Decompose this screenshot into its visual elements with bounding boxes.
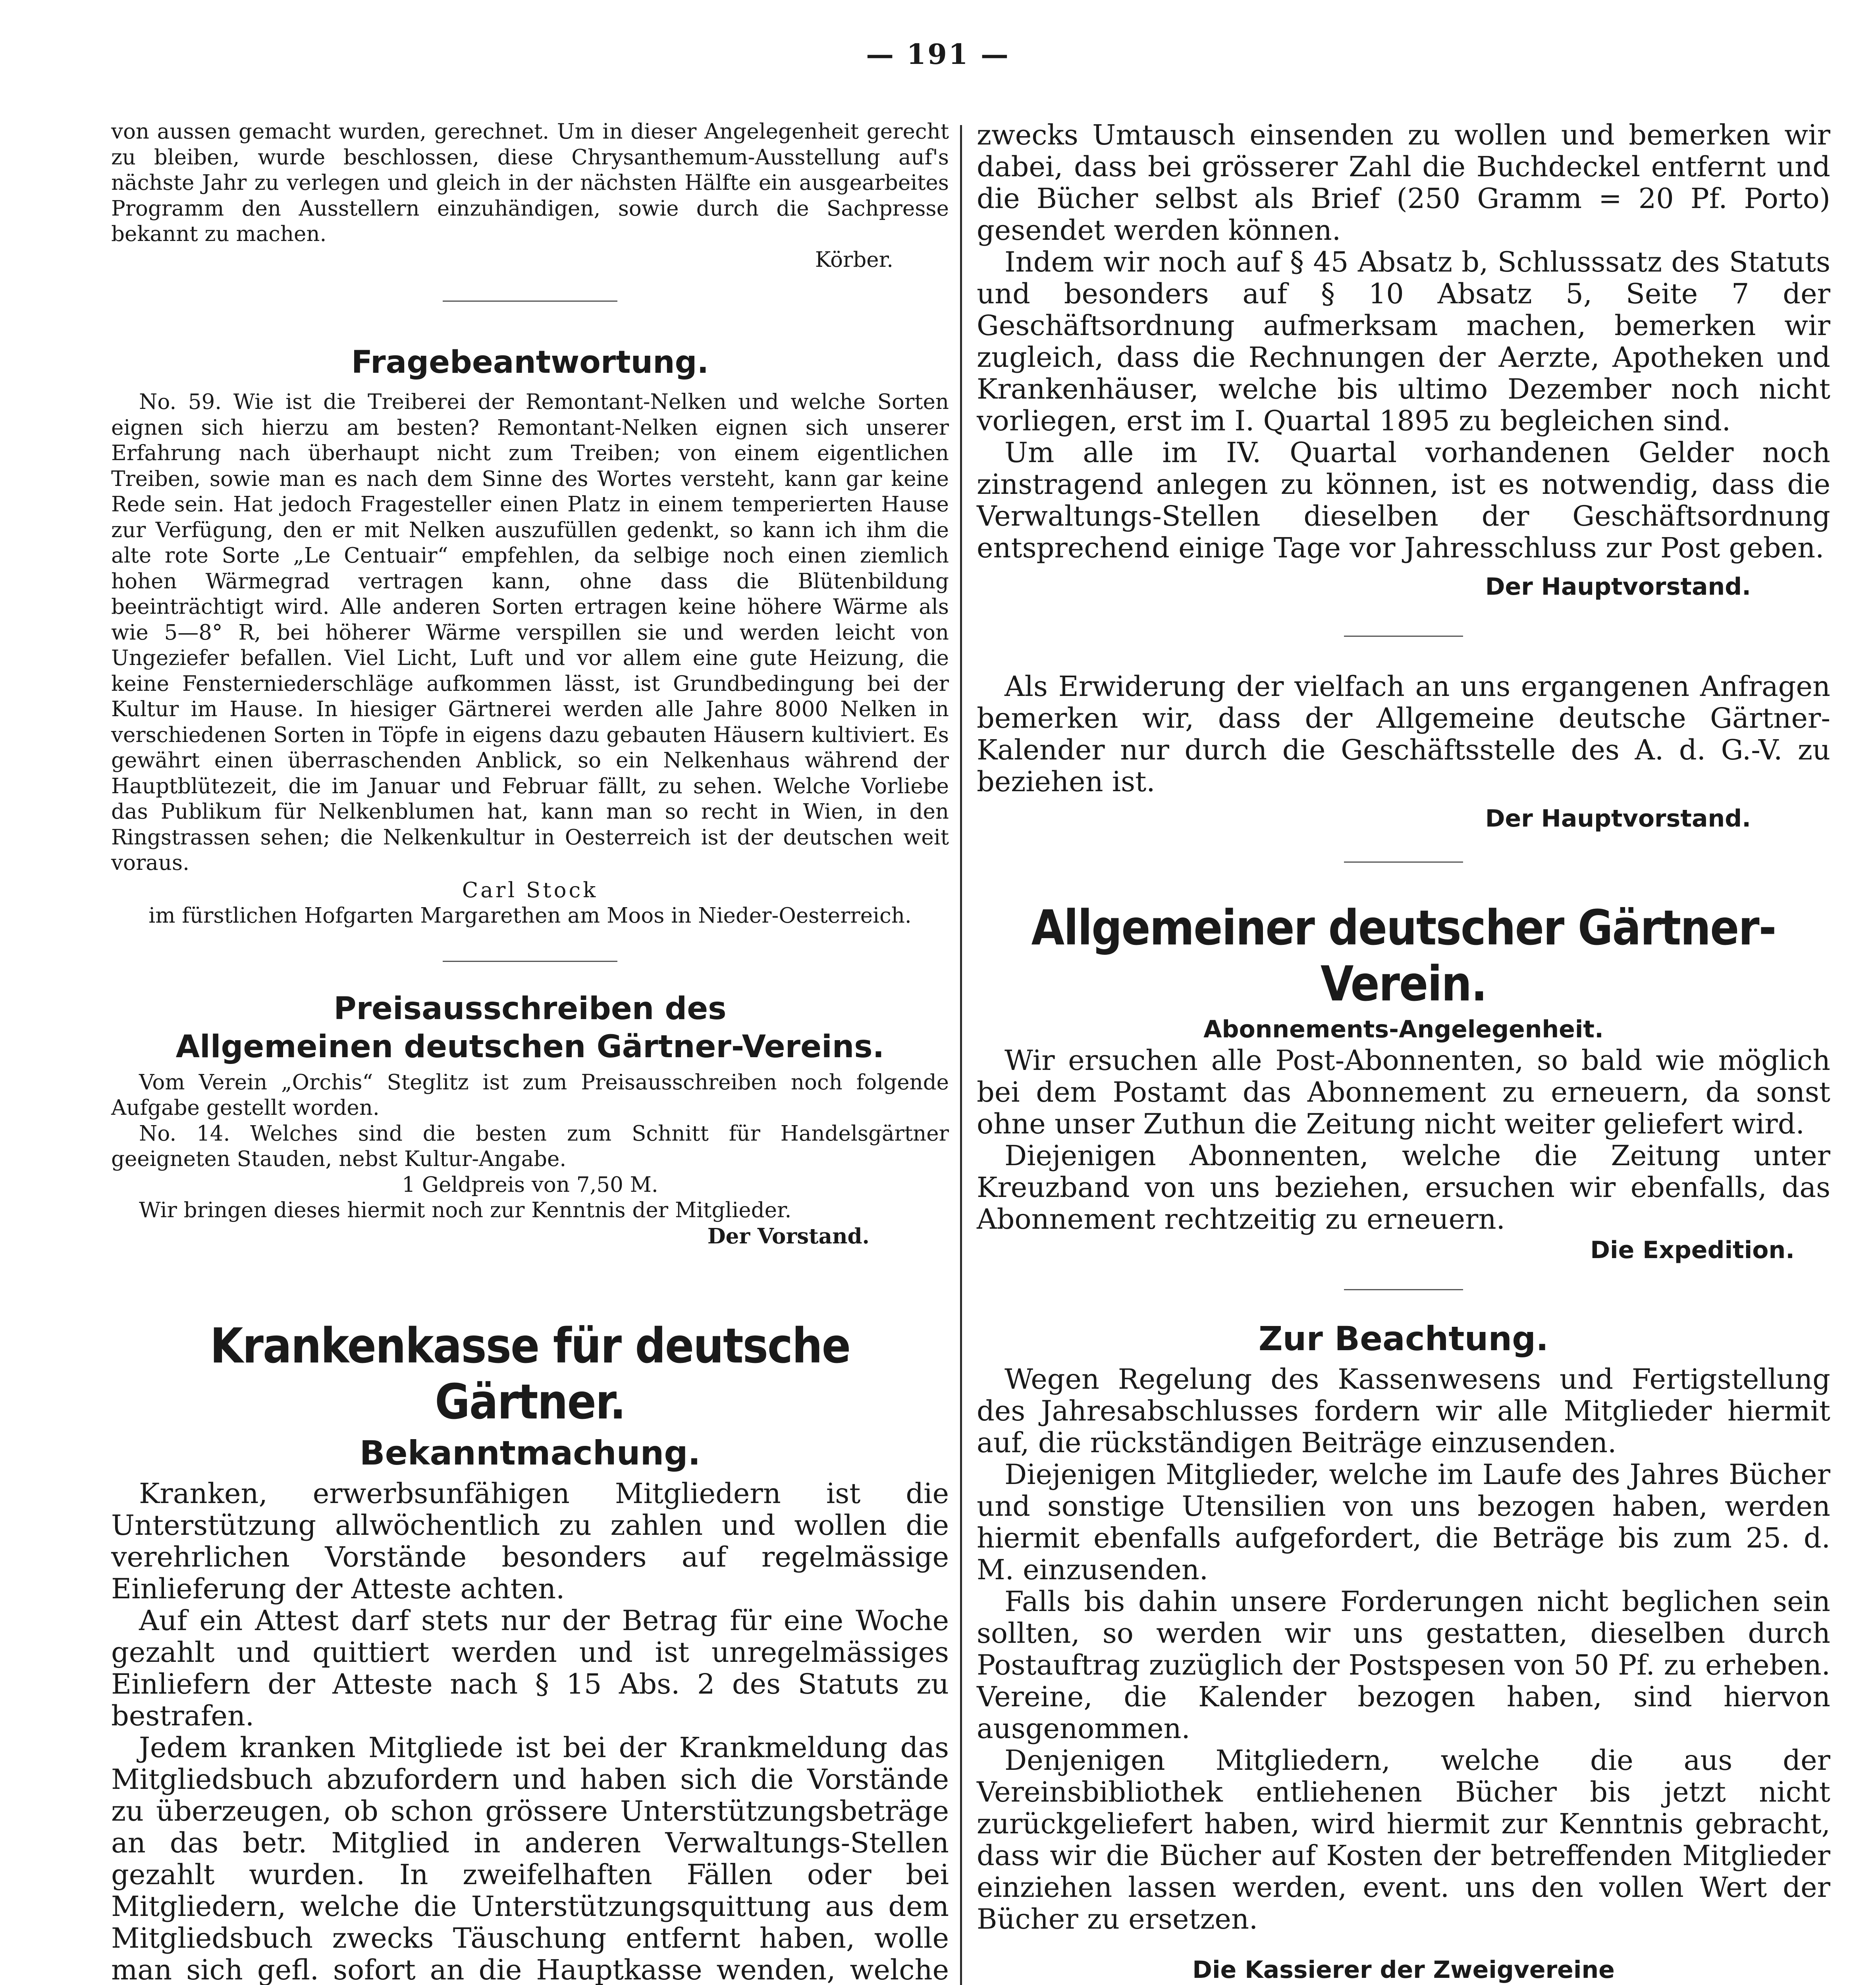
author-name: Carl Stock	[462, 878, 598, 902]
prize-line: 1 Geldpreis von 7,50 M.	[402, 1172, 658, 1197]
signature: Die Expedition.	[1590, 1236, 1795, 1264]
divider	[443, 301, 617, 302]
section-title: Fragebeantwortung.	[351, 345, 709, 380]
subsection-title: Die Kassierer der Zweigvereine	[1192, 1956, 1615, 1984]
paragraph: Vom Verein „Orchis“ Steglitz ist zum Preisausschreiben noch folgende Aufgabe gestellt worden.	[111, 1070, 949, 1120]
paragraph: Kranken, erwerbsunfähigen Mitgliedern ist die Unterstützung allwöchentlich zu zahlen und wollen die verehrlichen Vorstände besonders auf regelmässige Einlieferung der Atteste achten.	[111, 1477, 949, 1605]
section-title-line1: Preisausschreiben des	[334, 991, 727, 1027]
paragraph: Diejenigen Abonnenten, welche die Zeitung unter Kreuzband von uns beziehen, ersuchen wir ebenfalls, das Abonnement rechtzeitig zu erneuern.	[977, 1139, 1830, 1235]
section-subtitle: Abonnements-Angelegenheit.	[1203, 1016, 1604, 1043]
section-subtitle: Bekanntmachung.	[359, 1434, 701, 1472]
divider	[1344, 636, 1463, 637]
intro-paragraph: von aussen gemacht wurden, gerechnet. Um in dieser Angelegenheit gerecht zu bleiben, wurde beschlossen, diese Chrysanthemum-Ausstellung auf's nächste Jahr zu verlegen und gleich in der nächsten Hälfte ein ausgearbeites Programm den Ausstellern einzuhändigen, sowie durch die Sachpresse bekannt zu machen.	[111, 119, 949, 246]
signature: Der Hauptvorstand.	[1485, 573, 1751, 601]
divider	[1344, 1289, 1463, 1290]
section-title: Zur Beachtung.	[1258, 1319, 1549, 1358]
section-title: Allgemeiner deutscher Gärtner-Verein.	[1031, 900, 1776, 1012]
paragraph: Als Erwiderung der vielfach an uns ergangenen Anfragen bemerken wir, dass der Allgemeine deutsche Gärtner-Kalender nur durch die Geschäftsstelle des A. d. G.-V. zu beziehen ist.	[977, 670, 1830, 798]
section-title-line2: Allgemeinen deutschen Gärtner-Vereins.	[175, 1029, 885, 1065]
continuation-section	[977, 119, 1830, 602]
paragraph: Falls bis dahin unsere Forderungen nicht beglichen sein sollten, so werden wir uns gestatten, dieselben durch Postauftrag zuzüglich der Postspesen von 50 Pf. zu erheben. Vereine, die Kalender bezogen haben, sind hiervon ausgenommen.	[977, 1585, 1830, 1745]
column-rule	[960, 125, 962, 1985]
intro-section	[111, 119, 949, 273]
kalender-section	[977, 671, 1830, 834]
paragraph: Wir bringen dieses hiermit noch zur Kenntnis der Mitglieder.	[139, 1198, 792, 1222]
paragraph: Indem wir noch auf § 45 Absatz b, Schlusssatz des Statuts und besonders auf § 10 Absatz 5, Seite 7 der Geschäftsordnung aufmerksam machen, bemerken wir zugleich, dass die Rechnungen der Aerzte, Apotheken und Krankenhäuser, welche bis ultimo Dezember noch nicht vorliegen, erst im I. Quartal 1895 zu begleichen sind.	[977, 246, 1830, 437]
signature: Der Vorstand.	[707, 1224, 870, 1249]
paragraph: No. 14. Welches sind die besten zum Schnitt für Handelsgärtner geeigneten Stauden, nebst Kultur-Angabe.	[111, 1121, 949, 1171]
preisausschreiben-section	[111, 990, 949, 1249]
paragraph: Um alle im IV. Quartal vorhandenen Gelder noch zinstragend anlegen zu können, ist es notwendig, dass die Verwaltungs-Stellen dieselben der Geschäftsordnung entsprechend einige Tage vor Jahresschluss zur Post geben.	[977, 436, 1830, 564]
left-column	[111, 119, 949, 1985]
paragraph: Auf ein Attest darf stets nur der Betrag für eine Woche gezahlt und quittiert werden und ist unregelmässiges Einliefern der Atteste nach § 15 Abs. 2 des Statuts zu bestrafen.	[111, 1604, 949, 1732]
section-title: Krankenkasse für deutsche Gärtner.	[210, 1318, 850, 1430]
beachtung-section	[977, 1318, 1830, 1985]
divider	[443, 961, 617, 962]
intro-signature: Körber.	[815, 247, 893, 272]
divider	[1344, 861, 1463, 863]
paragraph: Wegen Regelung des Kassenwesens und Fertigstellung des Jahresabschlusses fordern wir alle Mitglieder hiermit auf, die rückständigen Beiträge einzusenden.	[977, 1363, 1830, 1459]
paragraph: zwecks Umtausch einsenden zu wollen und bemerken wir dabei, dass bei grösserer Zahl die Buchdeckel entfernt und die Bücher selbst als Brief (250 Gramm = 20 Pf. Porto) gesendet werden können.	[977, 119, 1830, 247]
page-number: — 191 —	[866, 38, 1010, 71]
signature: Der Hauptvorstand.	[1485, 805, 1751, 833]
question-answer-text: No. 59. Wie ist die Treiberei der Remontant-Nelken und welche Sorten eignen sich hierzu am besten? Remontant-Nelken eignen sich unserer Erfahrung nach überhaupt nicht zum Treiben; von einem eigentlichen Treiben, sowie man es nach dem Sinne des Wortes versteht, kann gar keine Rede sein. Hat jedoch Fragesteller einen Platz in einem temperierten Hause zur Verfügung, den er mit Nelken auszufüllen gedenkt, so kann ich ihm die alte rote Sorte „Le Centuair“ empfehlen, da selbige noch einen ziemlich hohen Wärmegrad vertragen kann, ohne dass die Blütenbildung beeinträchtigt wird. Alle anderen Sorten ertragen keine höhere Wärme als wie 5—8° R, bei höherer Wärme verspillen sie und werden leicht von Ungeziefer befallen. Viel Licht, Luft und vor allem eine gute Heizung, die keine Fensterniederschläge aufkommen lässt, ist Grundbedingung bei der Kultur im Hause. In hiesiger Gärtnerei werden alle Jahre 8000 Nelken in verschiedenen Sorten in Töpfe in eigens dazu gebauten Häusern kultiviert. Es gewährt einen überraschenden Anblick, so ein Nelkenhaus während der Hauptblütezeit, die im Januar und Februar fällt, zu sehen. Welche Vorliebe das Publikum für Nelkenblumen hat, kann man so recht in Wien, in den Ringstrassen sehen; die Nelkenkultur in Oesterreich ist der deutschen weit voraus.	[111, 390, 949, 875]
paragraph: Denjenigen Mitgliedern, welche die aus der Vereinsbibliothek entliehenen Bücher bis jetzt nicht zurückgeliefert haben, wird hiermit zur Kenntnis gebracht, dass wir die Bücher auf Kosten der betreffenden Mitglieder einziehen lassen werden, event. uns den vollen Wert der Bücher zu ersetzen.	[977, 1744, 1830, 1935]
krankenkasse-section	[111, 1318, 949, 1985]
verein-section	[977, 900, 1830, 1265]
right-column	[977, 119, 1830, 1985]
fragebeantwortung-section	[111, 343, 949, 929]
author-place: im fürstlichen Hofgarten Margarethen am Moos in Nieder-Oesterreich.	[148, 904, 912, 928]
paragraph: Diejenigen Mitglieder, welche im Laufe des Jahres Bücher und sonstige Utensilien von uns bezogen haben, werden hiermit ebenfalls aufgefordert, die Beträge bis zum 25. d. M. einzusenden.	[977, 1458, 1830, 1586]
paragraph: Wir ersuchen alle Post-Abonnenten, so bald wie möglich bei dem Postamt das Abonnement zu erneuern, da sonst ohne unser Zuthun die Zeitung nicht weiter geliefert wird.	[977, 1044, 1830, 1140]
paragraph: Jedem kranken Mitgliede ist bei der Krankmeldung das Mitgliedsbuch abzufordern und haben sich die Vorstände zu überzeugen, ob schon grössere Unterstützungsbeträge an das betr. Mitglied in anderen Verwaltungs-Stellen gezahlt wurden. In zweifelhaften Fällen oder bei Mitgliedern, welche die Unterstützungsquittung aus dem Mitgliedsbuch zwecks Täuschung entfernt haben, wolle man sich gefl. sofort an die Hauptkasse wenden, welche	[111, 1731, 949, 1985]
